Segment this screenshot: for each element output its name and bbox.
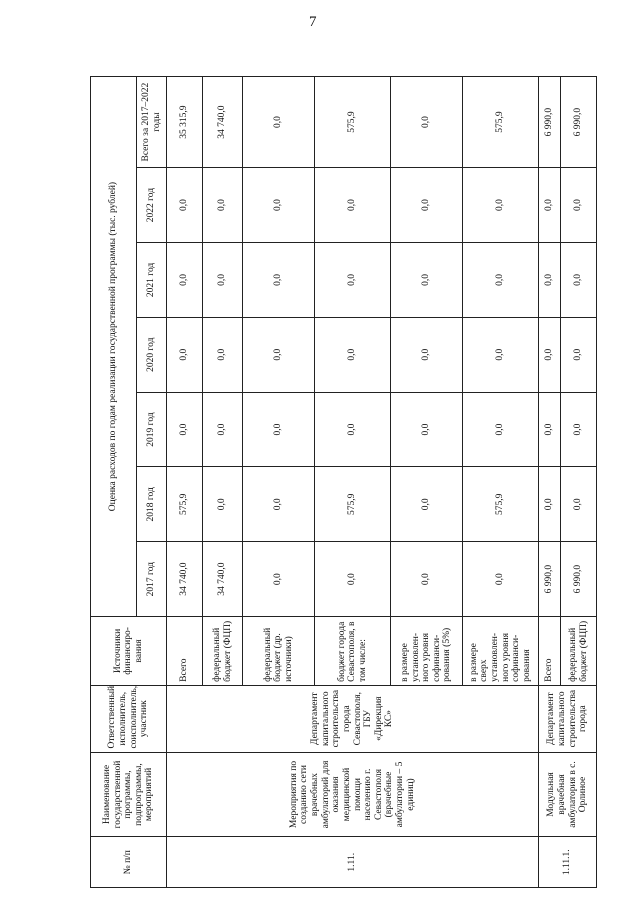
value-2018: 0,0 (203, 467, 243, 542)
value-2021: 0,0 (463, 243, 539, 318)
value-2019: 0,0 (203, 392, 243, 467)
row-number: 1.11.1. (539, 837, 597, 888)
value-2022: 0,0 (315, 168, 391, 243)
funding-source: федеральный бюджет (др. источники) (243, 617, 315, 686)
value-2019: 0,0 (243, 392, 315, 467)
table-row (167, 77, 203, 888)
value-2017: 0,0 (463, 542, 539, 617)
header-year: 2018 год (137, 467, 167, 542)
funding-source: в размере установлен- ного уровня софинанси- рования (5%) (391, 617, 463, 686)
value-2018: 575,9 (463, 467, 539, 542)
value-2021: 0,0 (391, 243, 463, 318)
value-2022: 0,0 (561, 168, 597, 243)
header-num: № п/п (91, 837, 167, 888)
value-2017: 0,0 (315, 542, 391, 617)
value-2021: 0,0 (539, 243, 561, 318)
budget-table (90, 76, 597, 888)
value-2018: 575,9 (167, 467, 203, 542)
value-2017: 34 740,0 (167, 542, 203, 617)
responsible-executor: Департамент капитального строительства города Севастополя, ГБУ «Дирекция КС» (167, 685, 539, 752)
funding-source: федеральный бюджет (ФЦП) (203, 617, 243, 686)
header-year: 2020 год (137, 317, 167, 392)
header-year: 2022 год (137, 168, 167, 243)
value-2019: 0,0 (561, 392, 597, 467)
value-2018: 0,0 (539, 467, 561, 542)
value-2018: 0,0 (561, 467, 597, 542)
value-2022: 0,0 (203, 168, 243, 243)
value-2019: 0,0 (391, 392, 463, 467)
funding-source: бюджет города Севастополя, в том числе: (315, 617, 391, 686)
value-2019: 0,0 (463, 392, 539, 467)
value-total: 575,9 (463, 77, 539, 168)
value-2022: 0,0 (539, 168, 561, 243)
header-executor: Ответственный исполнитель, соисполнитель, участник (91, 685, 167, 752)
value-2019: 0,0 (167, 392, 203, 467)
table-row (539, 77, 561, 888)
value-2022: 0,0 (167, 168, 203, 243)
value-2020: 0,0 (561, 317, 597, 392)
page-number: 7 (309, 14, 317, 30)
header-year: 2021 год (137, 243, 167, 318)
responsible-executor: Департамент капитального строительства города (539, 685, 597, 752)
value-2021: 0,0 (243, 243, 315, 318)
value-2018: 0,0 (391, 467, 463, 542)
value-2017: 34 740,0 (203, 542, 243, 617)
measure-name: Модульная врачебная амбулатория в с. Орлиное (539, 752, 597, 837)
value-2021: 0,0 (561, 243, 597, 318)
value-2022: 0,0 (463, 168, 539, 243)
measure-name: Мероприятия по созданию сети врачебных амбулаторий для оказания медицинской помощи населению г. Севастополя (врачебные амбулатории – 5 единиц) (167, 752, 539, 837)
value-2017: 6 990,0 (561, 542, 597, 617)
value-total: 575,9 (315, 77, 391, 168)
value-2020: 0,0 (539, 317, 561, 392)
value-2020: 0,0 (463, 317, 539, 392)
value-2020: 0,0 (203, 317, 243, 392)
value-2017: 0,0 (243, 542, 315, 617)
value-2018: 575,9 (315, 467, 391, 542)
value-2019: 0,0 (539, 392, 561, 467)
value-2017: 0,0 (391, 542, 463, 617)
header-sources: Источники финансиро- вания (91, 617, 167, 686)
value-total: 6 990,0 (539, 77, 561, 168)
value-total: 6 990,0 (561, 77, 597, 168)
value-total: 34 740,0 (203, 77, 243, 168)
header-year: 2019 год (137, 392, 167, 467)
value-2020: 0,0 (315, 317, 391, 392)
funding-source: федеральный бюджет (ФЦП) (561, 617, 597, 686)
value-2017: 6 990,0 (539, 542, 561, 617)
value-2020: 0,0 (167, 317, 203, 392)
funding-source: Всего (539, 617, 561, 686)
header-name: Наименование государственной программы, подпрограммы, мероприятий (91, 752, 167, 837)
header-row-top (91, 77, 137, 888)
rotated-page-content (90, 76, 589, 888)
value-2022: 0,0 (391, 168, 463, 243)
header-total: Всего за 2017–2022 годы (137, 77, 167, 168)
value-total: 0,0 (391, 77, 463, 168)
value-2020: 0,0 (243, 317, 315, 392)
value-total: 35 315,9 (167, 77, 203, 168)
row-number: 1.11. (167, 837, 539, 888)
funding-source: Всего (167, 617, 203, 686)
header-estimate: Оценка расходов по годам реализации государственной программы (тыс. рублей) (91, 77, 137, 617)
value-total: 0,0 (243, 77, 315, 168)
value-2020: 0,0 (391, 317, 463, 392)
value-2021: 0,0 (167, 243, 203, 318)
header-year: 2017 год (137, 542, 167, 617)
value-2018: 0,0 (243, 467, 315, 542)
value-2019: 0,0 (315, 392, 391, 467)
value-2021: 0,0 (203, 243, 243, 318)
funding-source: в размере сверх установлен- ного уровня софинанси- рования (463, 617, 539, 686)
value-2022: 0,0 (243, 168, 315, 243)
value-2021: 0,0 (315, 243, 391, 318)
